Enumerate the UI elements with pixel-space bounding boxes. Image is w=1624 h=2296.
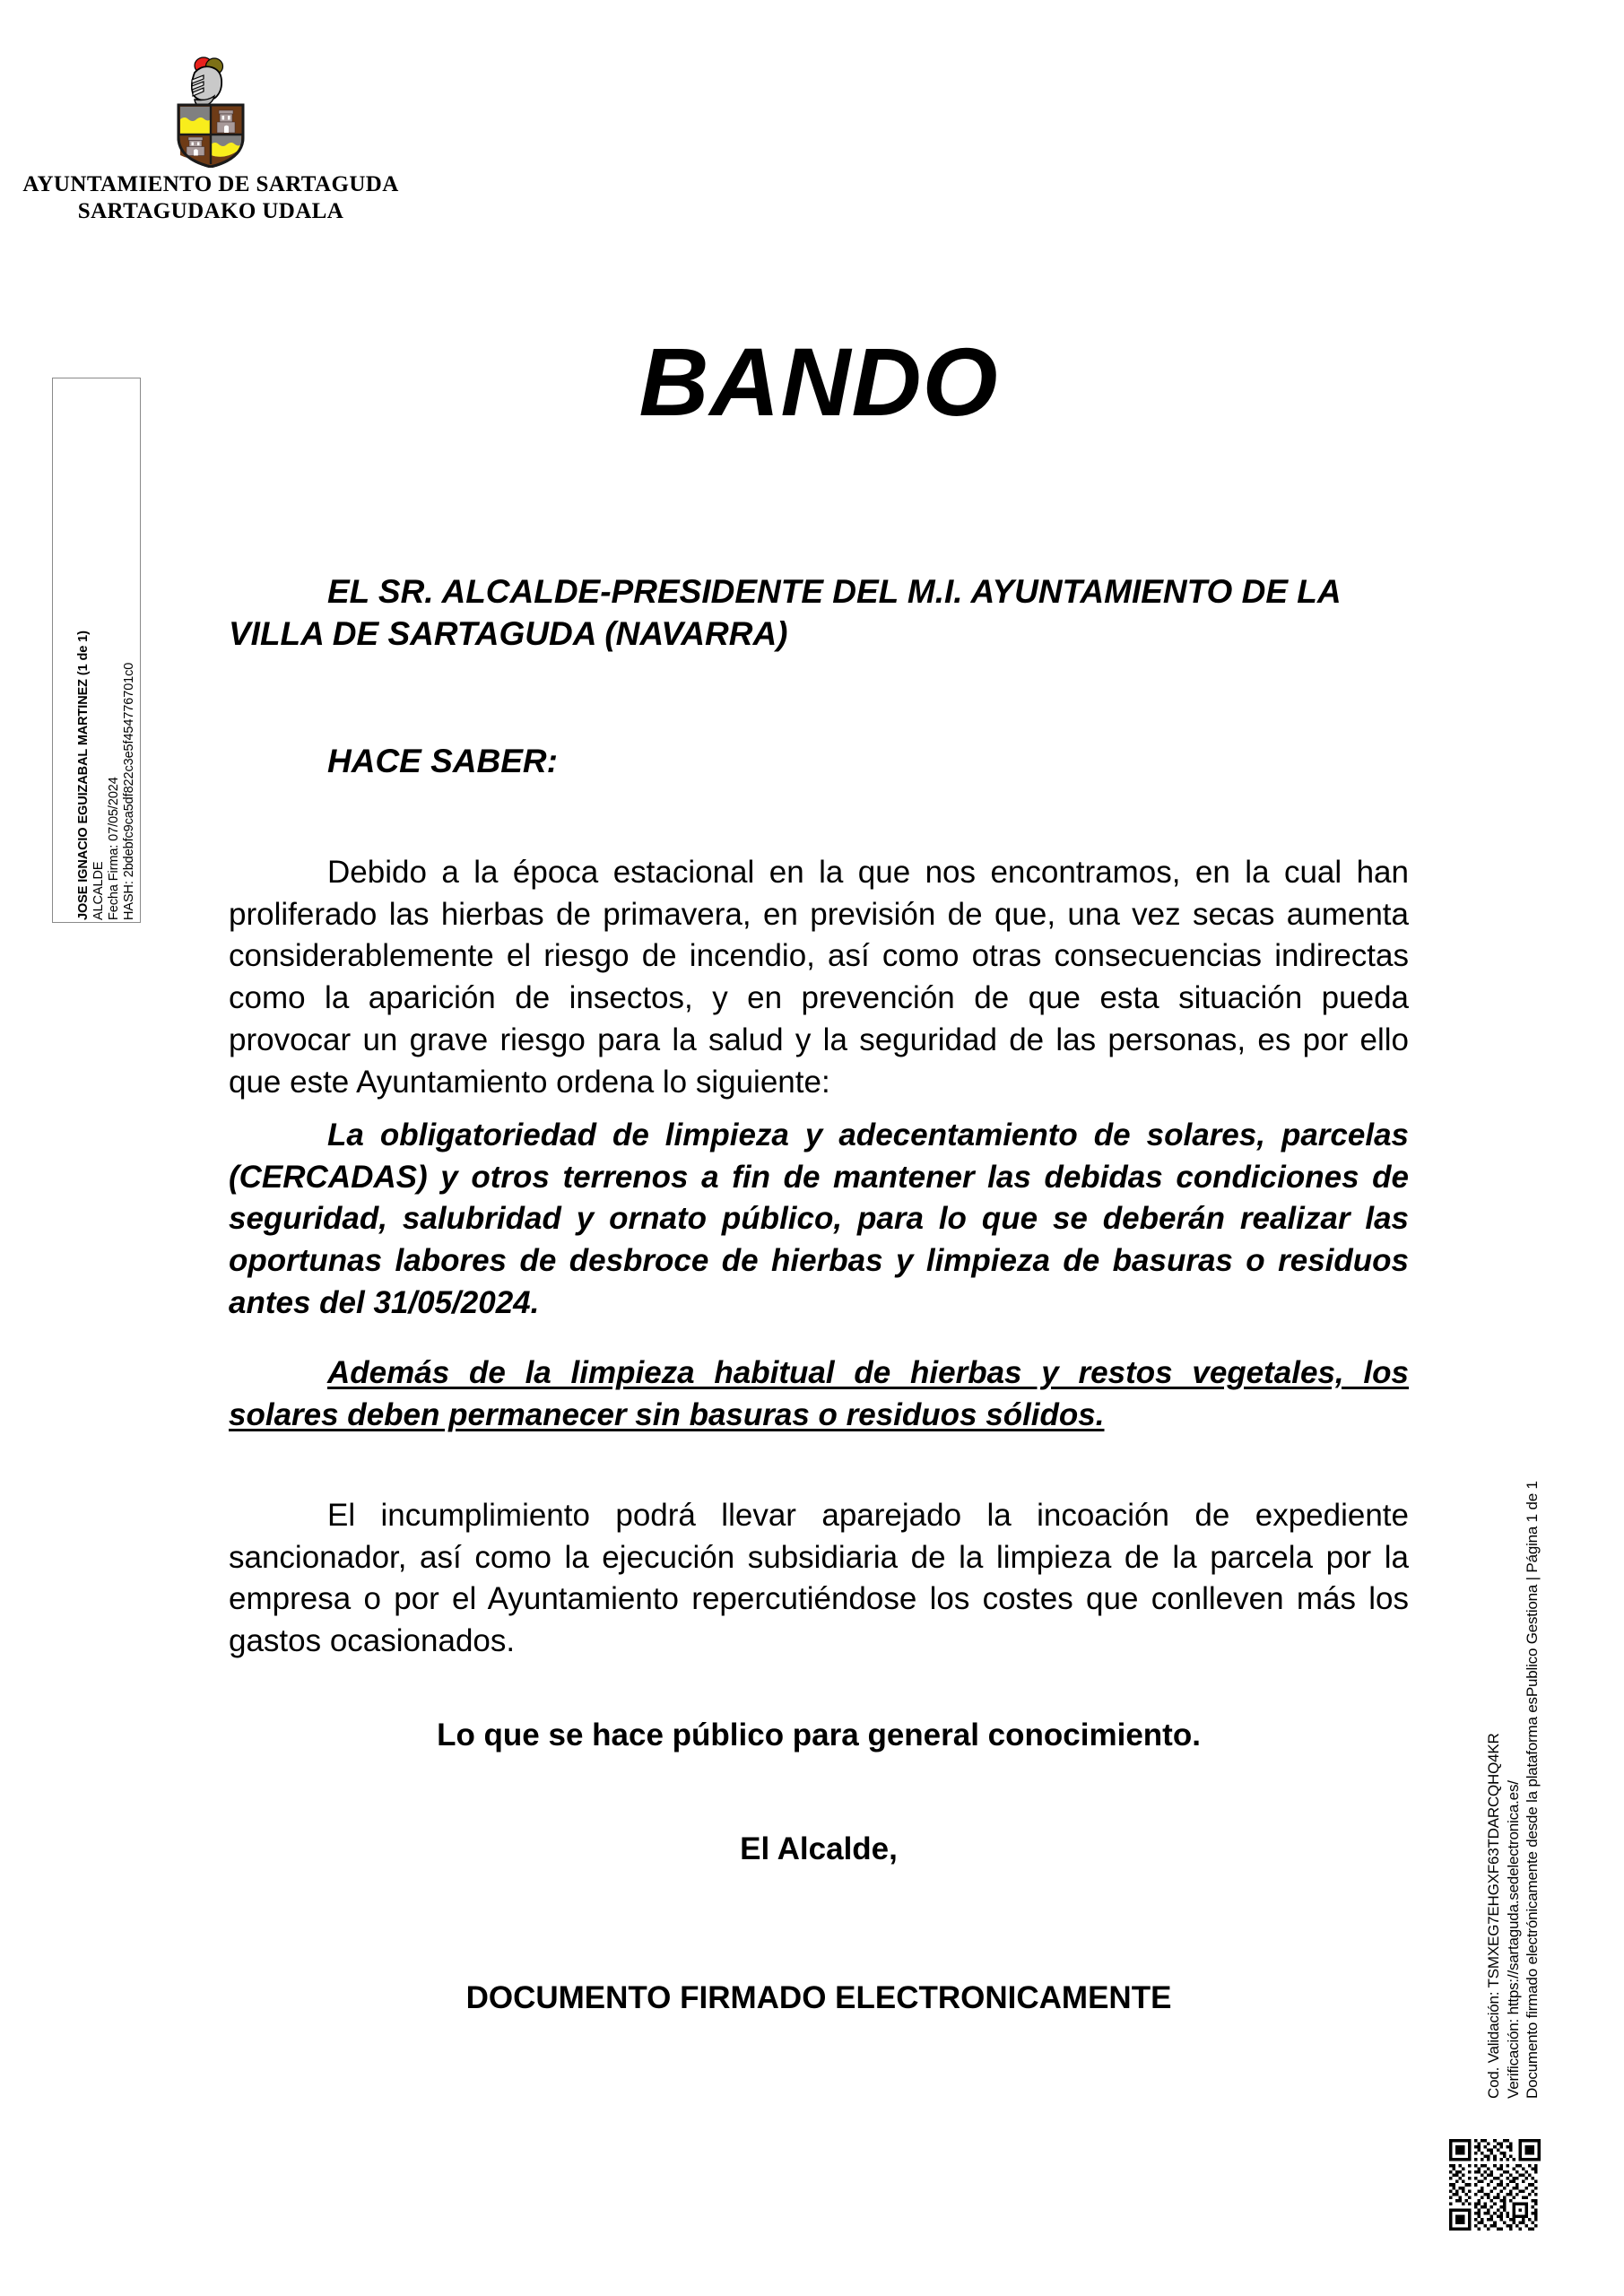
validation-strip [1446, 1399, 1544, 2099]
validation-code: Cod. Validación: TSMXEG7EHGXF63TDARCQHQ4KR [1485, 1733, 1503, 2099]
body-paragraph-2: La obligatoriedad de limpieza y adecentamiento de solares, parcelas (CERCADAS) y otros terrenos a fin de mantener las debidas condiciones de seguridad, salubridad y ornato público, para lo que se deberán realizar las oportunas labores de desbroce de hierbas y limpieza de basuras o residuos antes del 31/05/2024. [229, 1118, 1409, 1320]
signer-name: JOSE IGNACIO EGUIZABAL MARTINEZ (1 de 1) [75, 631, 91, 920]
letterhead [0, 49, 421, 224]
body-paragraph-3: Además de la limpieza habitual de hierbas y restos vegetales, los solares deben permanecer sin basuras o residuos sólidos. [229, 1355, 1409, 1432]
platform-footer: Documento firmado electrónicamente desde la plataforma esPublico Gestiona | Página 1 de 1 [1524, 1481, 1541, 2099]
public-notice: Lo que se hace público para general conocimiento. [437, 1718, 1201, 1752]
declaration-heading: HACE SABER: [327, 743, 558, 779]
electronic-signature-note: DOCUMENTO FIRMADO ELECTRONICAMENTE [465, 1980, 1172, 2015]
coat-of-arms-icon [162, 49, 259, 168]
signer-role: ALCALDE [91, 861, 106, 920]
page-title: BANDO [638, 327, 999, 436]
body-paragraph-4: El incumplimiento podrá llevar aparejado la incoación de expediente sancionador, así como la ejecución subsidiaria de la limpieza de la parcela por la empresa o por el Ayuntamiento repercutiéndose los costes que conlleven más los gastos ocasionados. [229, 1498, 1409, 1659]
signature-hash: HASH: 2bdebfc9ca5df822c3e5f454776701c0 [121, 662, 136, 920]
org-name-es: AYUNTAMIENTO DE SARTAGUDA [22, 172, 399, 196]
signature-date: Fecha Firma: 07/05/2024 [106, 777, 121, 920]
verification-url[interactable]: Verificación: https://sartaguda.sedelectronica.es/ [1504, 1780, 1522, 2099]
qr-code-icon[interactable] [1449, 2139, 1541, 2231]
document-subtitle: EL SR. ALCALDE-PRESIDENTE DEL M.I. AYUNTAMIENTO DE LA VILLA DE SARTAGUDA (NAVARRA) [229, 573, 1341, 652]
body-paragraph-1: Debido a la época estacional en la que nos encontramos, en la cual han proliferado las hierbas de primavera, en previsión de que, una vez secas aumenta considerablemente el riesgo de incendio, así como otras consecuencias indirectas como la aparición de insectos, y en prevención de que esta situación pueda provocar un grave riesgo para la salud y la seguridad de las personas, es por ello que este Ayuntamiento ordena lo siguiente: [229, 855, 1409, 1100]
validation-strip-text [1446, 1399, 1544, 2099]
org-name-eu: SARTAGUDAKO UDALA [77, 198, 344, 223]
organization-names [0, 171, 421, 224]
signature-stamp-text [53, 378, 142, 924]
signatory-label: El Alcalde, [740, 1831, 898, 1866]
signature-stamp-box [52, 378, 141, 923]
